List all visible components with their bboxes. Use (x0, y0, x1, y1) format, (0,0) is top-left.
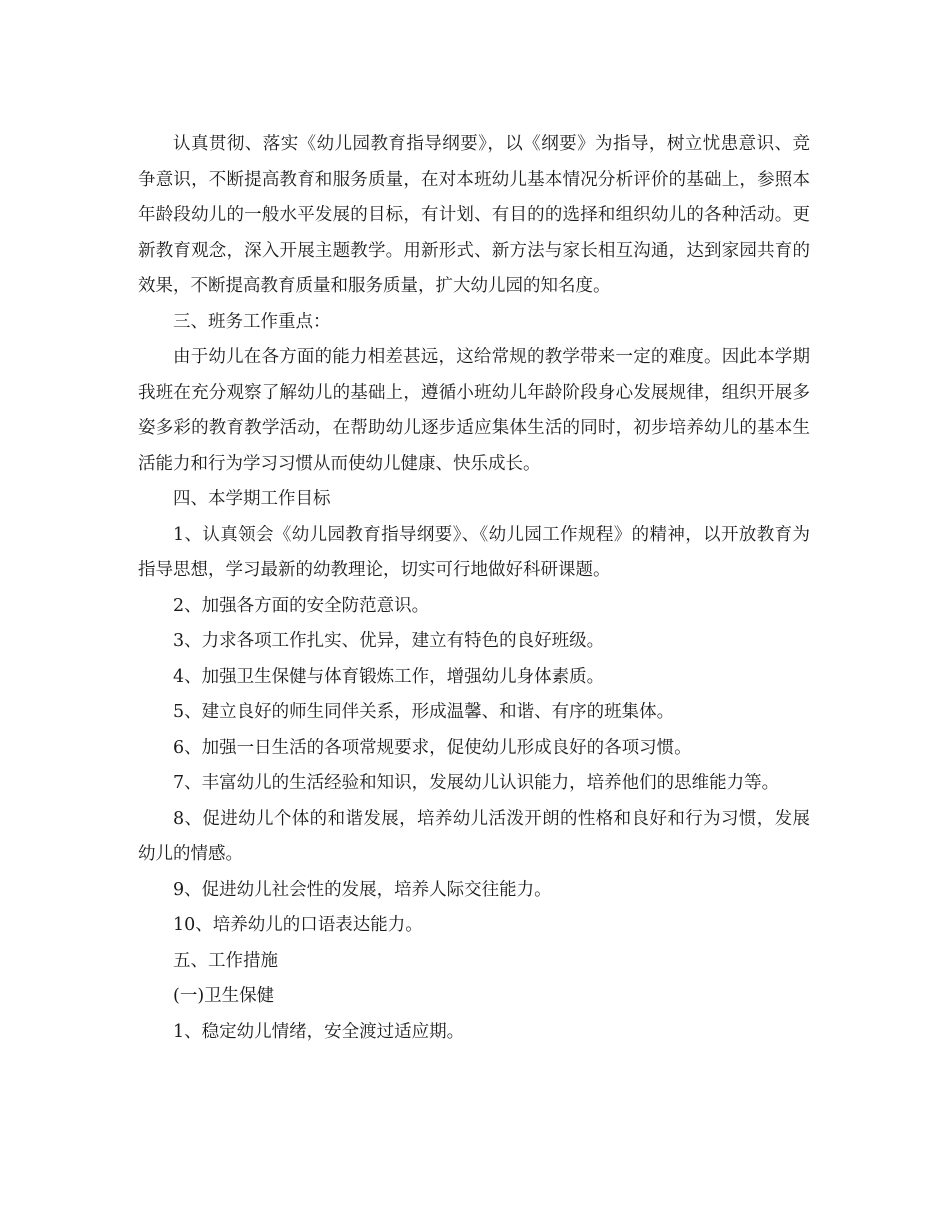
goal-item-1: 1、认真领会《幼儿园教育指导纲要》、《幼儿园工作规程》的精神，以开放教育为指导思想，学习最新的幼教理论，切实可行地做好科研课题。 (138, 524, 810, 580)
paragraph-intro: 认真贯彻、落实《幼儿园教育指导纲要》，以《纲要》为指导，树立忧患意识、竞争意识，不断提高教育和服务质量，在对本班幼儿基本情况分析评价的基础上，参照本年龄段幼儿的一般水平发展的目标，有计划、有目的的选择和组织幼儿的各种活动。更新教育观念，深入开展主题教学。用新形式、新方法与家长相互沟通，达到家园共育的效果，不断提高教育质量和服务质量，扩大幼儿园的知名度。 (138, 134, 810, 296)
measure-item-1: 1、稳定幼儿情绪，安全渡过适应期。 (173, 1021, 465, 1042)
goal-item-10: 10、培养幼儿的口语表达能力。 (173, 915, 423, 935)
heading-section-4: 四、本学期工作目标 (173, 489, 331, 509)
document-body (138, 127, 810, 1050)
goal-item-4: 4、加强卫生保健与体育锻炼工作，增强幼儿身体素质。 (173, 666, 605, 687)
subheading-hygiene: (一)卫生保健 (173, 986, 275, 1006)
heading-section-3: 三、班务工作重点： (173, 311, 331, 332)
goal-item-3: 3、力求各项工作扎实、优异，建立有特色的良好班级。 (173, 631, 605, 651)
heading-section-5: 五、工作措施 (173, 950, 278, 971)
goal-item-9: 9、促进幼儿社会性的发展，培养人际交往能力。 (173, 879, 552, 900)
goal-item-8: 8、促进幼儿个体的和谐发展，培养幼儿活泼开朗的性格和良好和行为习惯，发展幼儿的情感。 (138, 808, 810, 864)
paragraph-section-3: 由于幼儿在各方面的能力相差甚远，这给常规的教学带来一定的难度。因此本学期我班在充分观察了解幼儿的基础上，遵循小班幼儿年龄阶段身心发展规律，组织开展多姿多彩的教育教学活动，在帮助幼儿逐步适应集体生活的同时，初步培养幼儿的基本生活能力和行为学习习惯从而使幼儿健康、快乐成长。 (138, 347, 810, 474)
goal-item-6: 6、加强一日生活的各项常规要求，促使幼儿形成良好的各项习惯。 (173, 737, 692, 758)
goal-item-7: 7、丰富幼儿的生活经验和知识，发展幼儿认识能力，培养他们的思维能力等。 (173, 773, 780, 793)
goal-item-5: 5、建立良好的师生同伴关系，形成温馨、和谐、有序的班集体。 (173, 702, 675, 722)
goal-item-2: 2、加强各方面的安全防范意识。 (173, 595, 430, 616)
